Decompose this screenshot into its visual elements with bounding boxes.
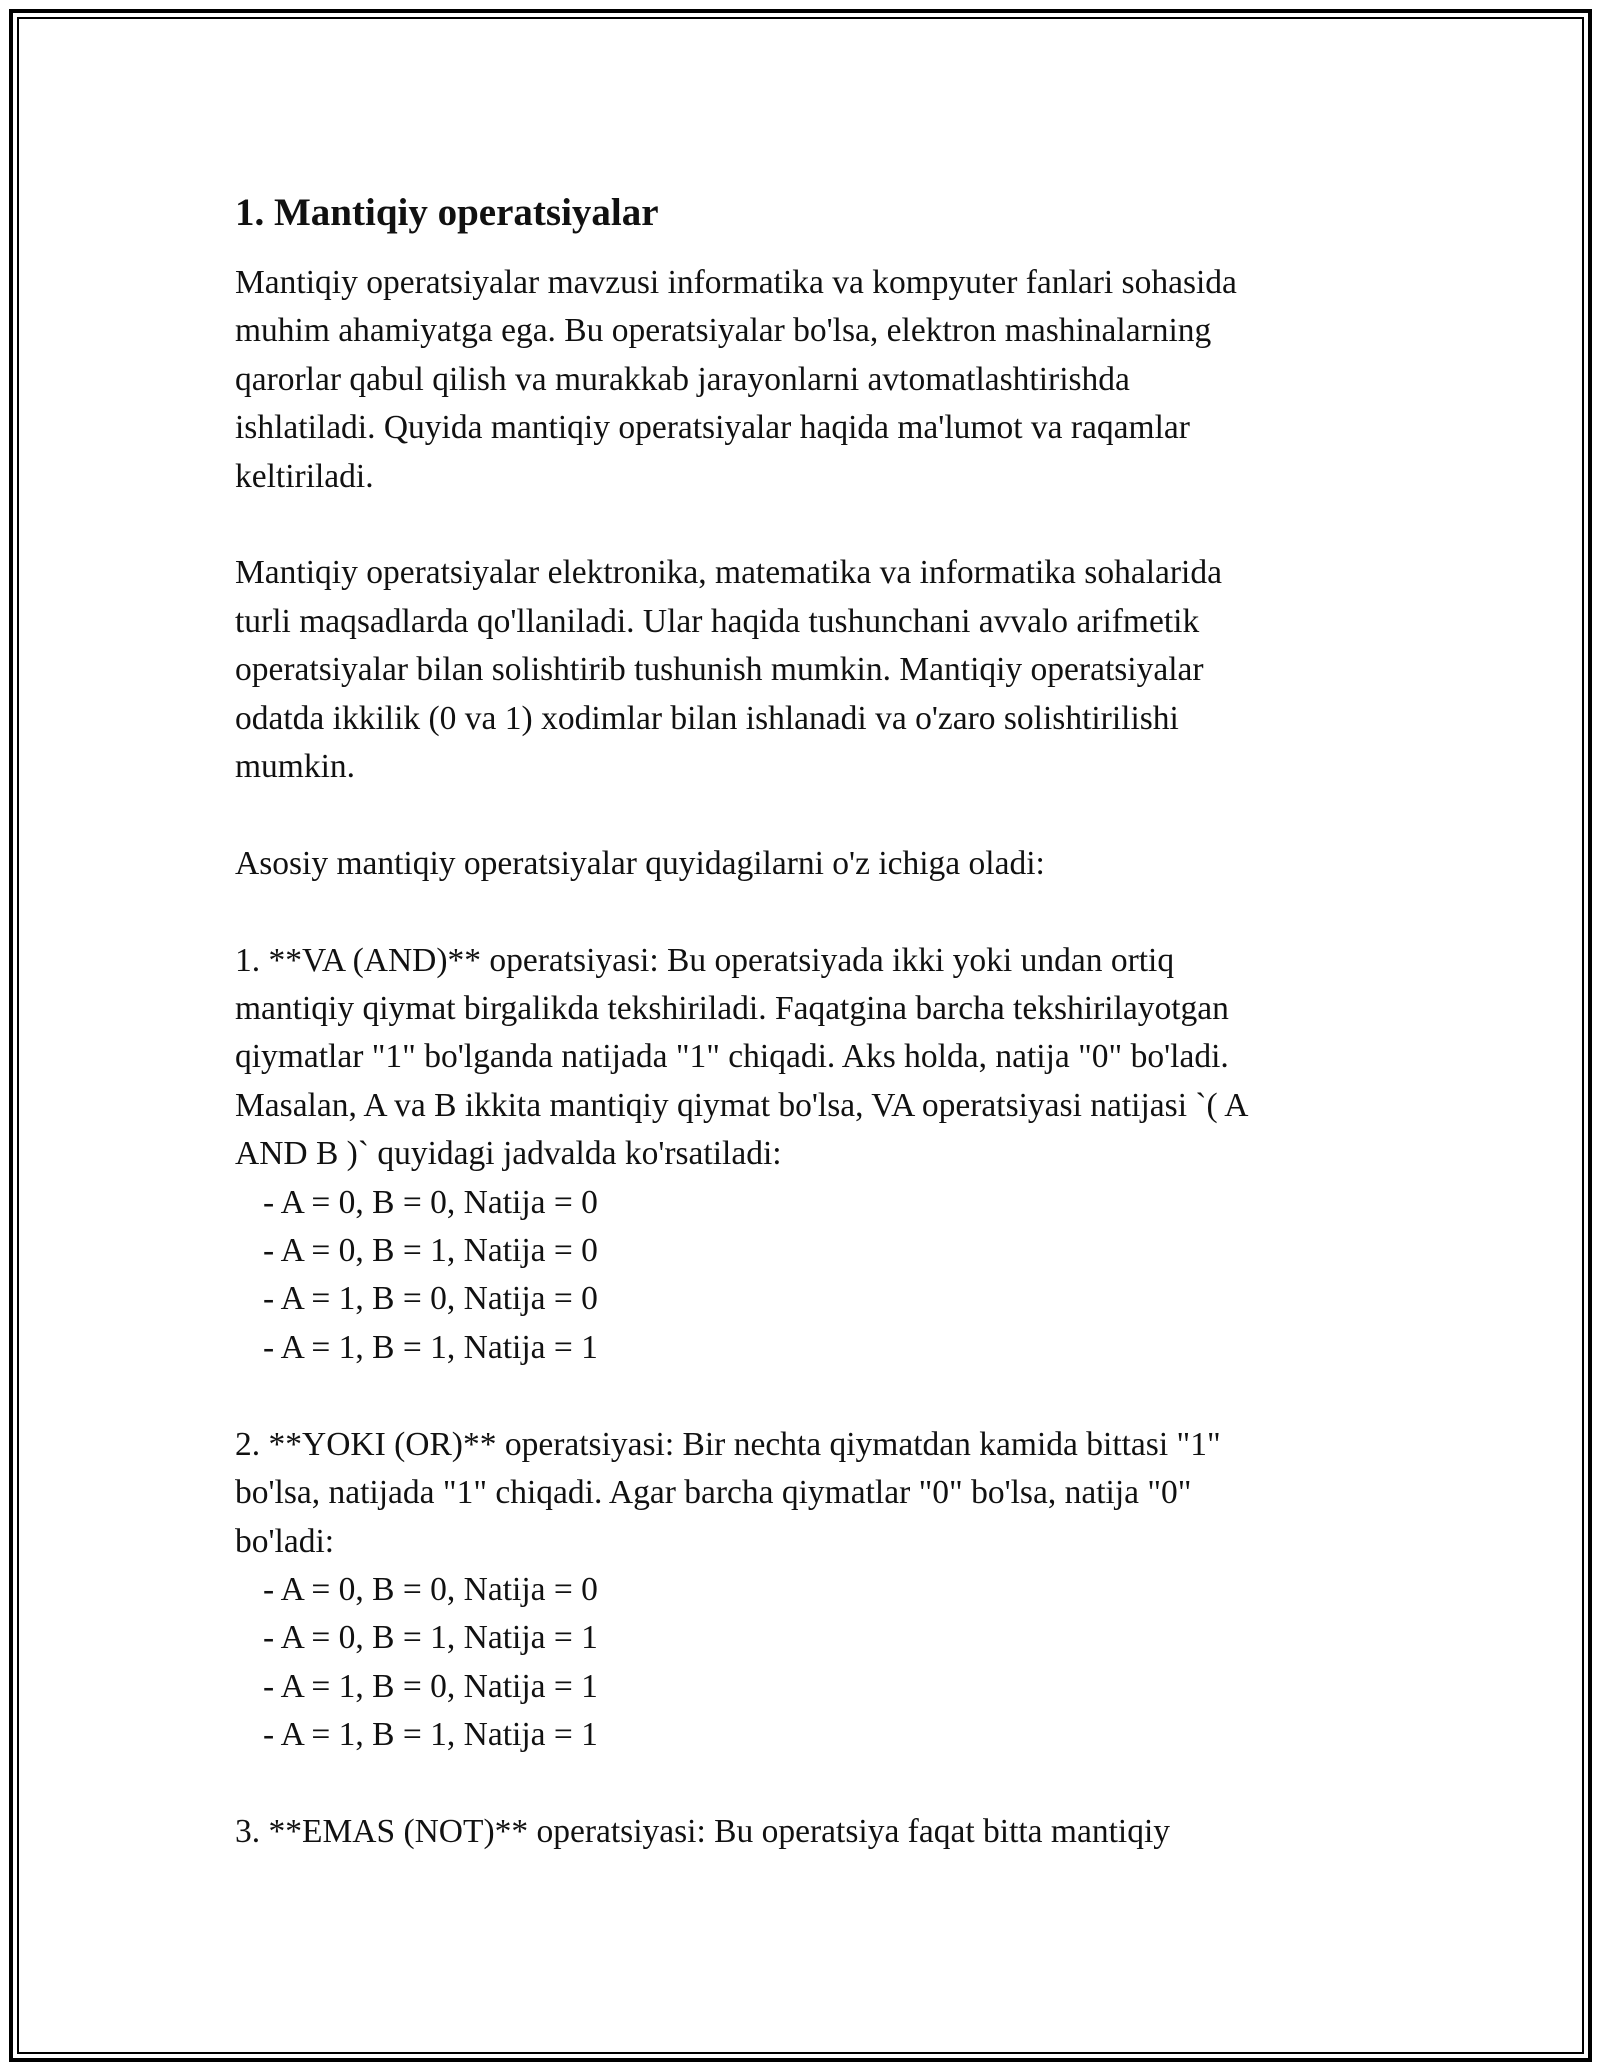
document-body [235,185,1375,1856]
truth-table-row: - A = 1, B = 0, Natija = 0 [263,1280,598,1318]
truth-table-row: - A = 1, B = 1, Natija = 1 [263,1716,598,1754]
paragraph-gap [235,791,1375,839]
truth-table-row: - A = 0, B = 0, Natija = 0 [263,1183,598,1221]
operation-and-description: 1. **VA (AND)** operatsiyasi: Bu operatsiyada ikki yoki undan ortiq mantiqiy qiymat birgalikda tekshiriladi. Faqatgina barcha tekshirilayotgan qiymatlar "1" bo'lganda natijada "1" chiqadi. Aks holda, natija "0" bo'ladi. Masalan, A va B ikkita mantiqiy qiymat bo'lsa, VA operatsiyasi natijasi `( A AND B )` quyidagi jadvalda ko'rsatiladi: [235,941,1249,1173]
list-intro-paragraph: Asosiy mantiqiy operatsiyalar quyidagilarni o'z ichiga oladi: [235,844,1045,882]
operation-and [235,937,1375,1373]
binary-paragraph: Mantiqiy operatsiyalar elektronika, matematika va informatika sohalarida turli maqsadlarda qo'llaniladi. Ular haqida tushunchani avvalo arifmetik operatsiyalar bilan solishtirib tushunish mumkin. Mantiqiy operatsiyalar odatda ikkilik (0 va 1) xodimlar bilan ishlanadi va o'zaro solishtirilishi mumkin. [235,554,1222,786]
truth-table-row: - A = 0, B = 0, Natija = 0 [263,1570,598,1608]
paragraph-gap [235,501,1375,549]
truth-table-row: - A = 1, B = 1, Natija = 1 [263,1328,598,1366]
intro-paragraph: Mantiqiy operatsiyalar mavzusi informatika va kompyuter fanlari sohasida muhim ahamiyatga ega. Bu operatsiyalar bo'lsa, elektron mashinalarning qarorlar qabul qilish va murakkab jarayonlarni avtomatlashtirishda ishlatiladi. Quyida mantiqiy operatsiyalar haqida ma'lumot va raqamlar keltiriladi. [235,264,1237,495]
truth-table-row: - A = 1, B = 0, Natija = 1 [263,1667,598,1705]
paragraph-gap [235,1372,1375,1420]
section-heading: 1. Mantiqiy operatsiyalar [235,191,659,234]
paragraph-gap [235,888,1375,936]
operation-not [235,1808,1375,1856]
truth-table-row: - A = 0, B = 1, Natija = 1 [263,1619,598,1657]
operation-or [235,1421,1375,1760]
truth-table-row: - A = 0, B = 1, Natija = 0 [263,1232,598,1270]
paragraph-gap [235,1760,1375,1808]
operation-or-description: 2. **YOKI (OR)** operatsiyasi: Bir nechta qiymatdan kamida bittasi "1" bo'lsa, natijada "1" chiqadi. Agar barcha qiymatlar "0" bo'lsa, natija "0" bo'ladi: [235,1425,1221,1560]
operation-not-description: 3. **EMAS (NOT)** operatsiyasi: Bu operatsiya faqat bitta mantiqiy [235,1812,1171,1850]
